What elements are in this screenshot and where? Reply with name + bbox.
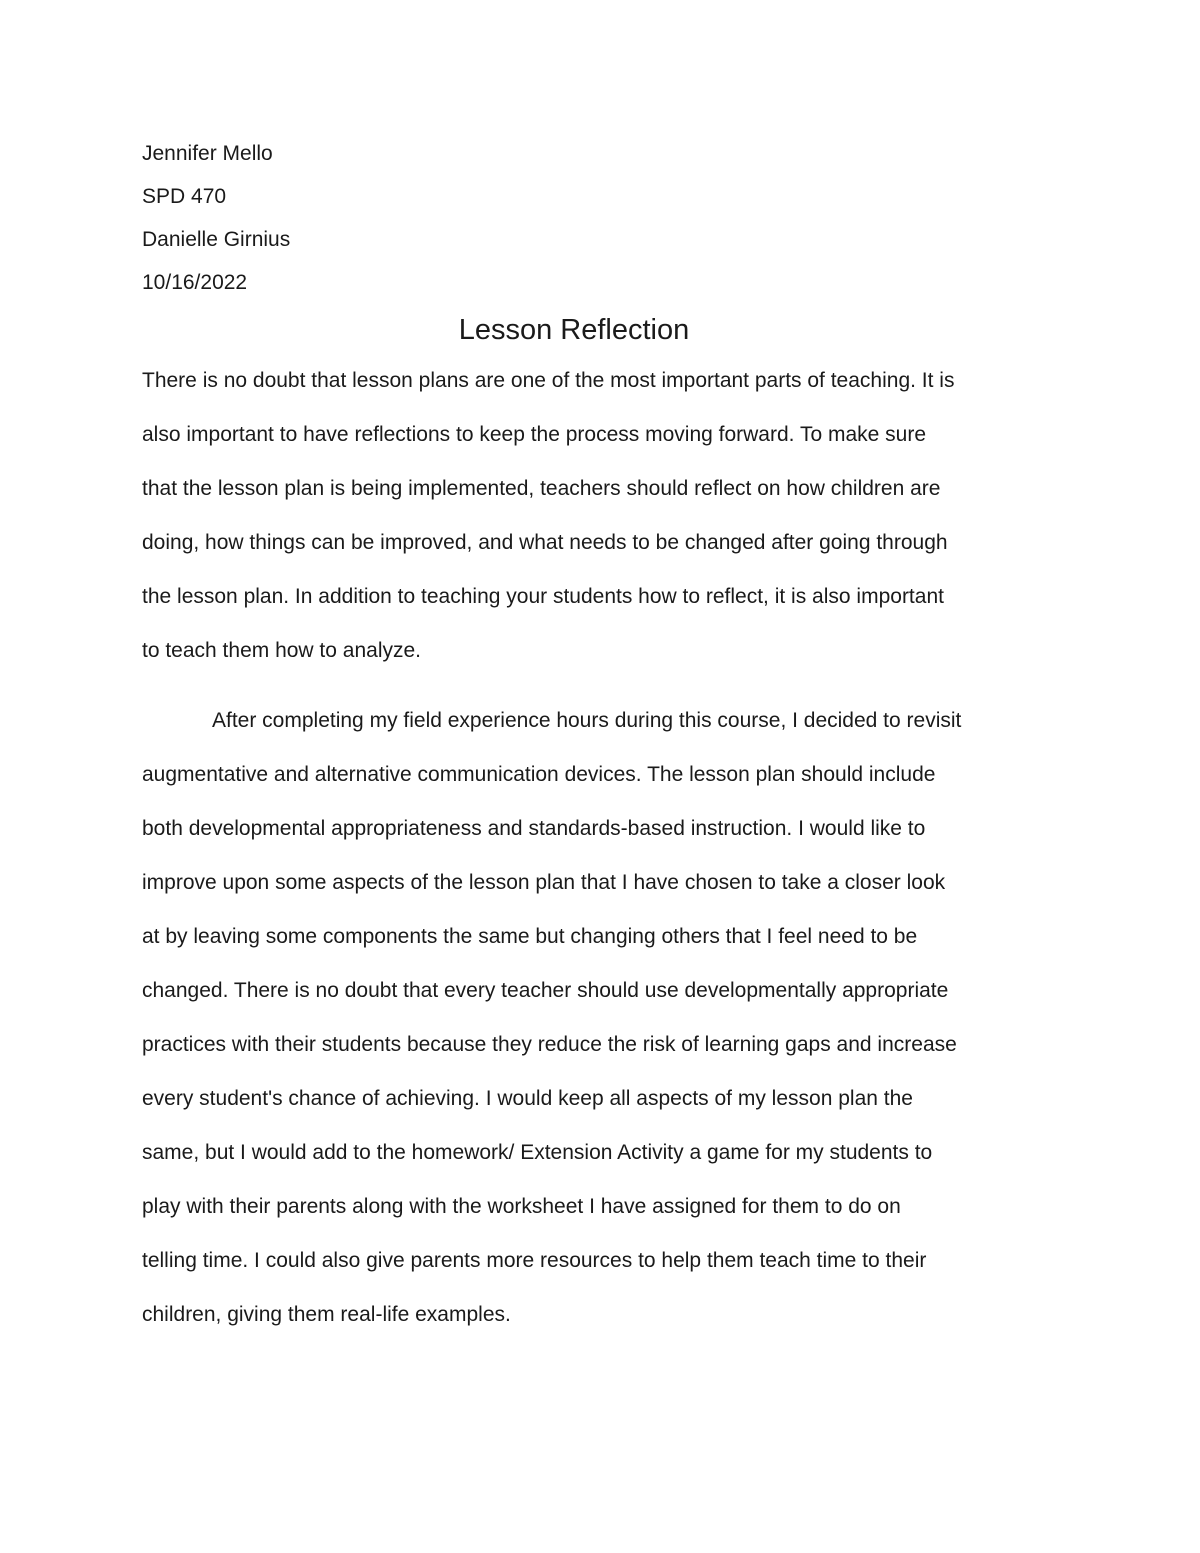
paragraph-1-line: doing, how things can be improved, and what needs to be changed after going through xyxy=(142,531,948,554)
paragraph-1-line: the lesson plan. In addition to teaching your students how to reflect, it is also important xyxy=(142,585,944,608)
paragraph-1-line: to teach them how to analyze. xyxy=(142,639,421,662)
document-title: Lesson Reflection xyxy=(458,314,690,346)
paragraph-1-line: There is no doubt that lesson plans are one of the most important parts of teaching. It is xyxy=(142,369,955,392)
course-code: SPD 470 xyxy=(142,185,227,208)
paragraph-2-line: After completing my field experience hours during this course, I decided to revisit xyxy=(212,709,962,732)
paragraph-2-line: play with their parents along with the worksheet I have assigned for them to do on xyxy=(142,1195,901,1218)
paragraph-1-line: also important to have reflections to keep the process moving forward. To make sure xyxy=(142,423,927,446)
paragraph-2-line: telling time. I could also give parents more resources to help them teach time to their xyxy=(142,1249,927,1272)
paragraph-2-line: both developmental appropriateness and standards-based instruction. I would like to xyxy=(142,817,926,840)
author-name: Jennifer Mello xyxy=(142,142,273,165)
paragraph-2-line: augmentative and alternative communication devices. The lesson plan should include xyxy=(142,763,936,786)
paragraph-2-line: same, but I would add to the homework/ Extension Activity a game for my students to xyxy=(142,1141,933,1164)
paragraph-2-line: at by leaving some components the same but changing others that I feel need to be xyxy=(142,925,918,948)
paragraph-2-line: every student's chance of achieving. I would keep all aspects of my lesson plan the xyxy=(142,1087,913,1110)
instructor-name: Danielle Girnius xyxy=(142,228,291,251)
paragraph-2-line: improve upon some aspects of the lesson plan that I have chosen to take a closer look xyxy=(142,871,946,894)
paragraph-1-line: that the lesson plan is being implemented, teachers should reflect on how children are xyxy=(142,477,941,500)
paragraph-2-line: changed. There is no doubt that every teacher should use developmentally appropriate xyxy=(142,979,949,1002)
document-date: 10/16/2022 xyxy=(142,271,248,294)
paragraph-2-line: children, giving them real-life examples. xyxy=(142,1303,511,1326)
paragraph-2-line: practices with their students because they reduce the risk of learning gaps and increase xyxy=(142,1033,957,1056)
